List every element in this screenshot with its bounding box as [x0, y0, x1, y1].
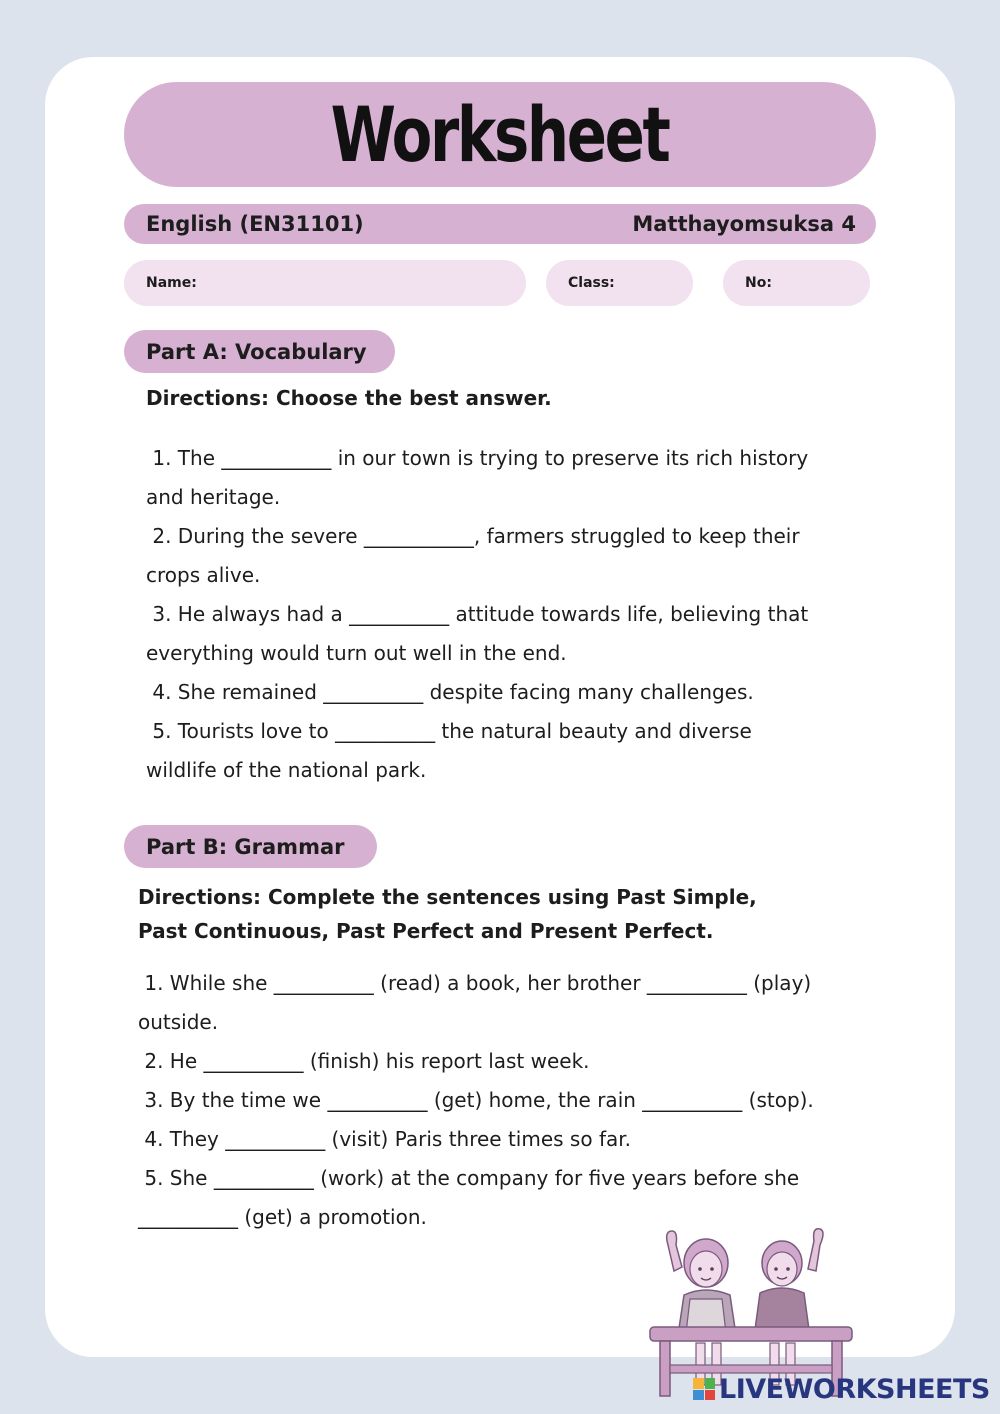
class-label: Class: [568, 275, 615, 291]
name-label: Name: [146, 275, 197, 291]
boy-figure [754, 1229, 823, 1385]
girl-figure [667, 1231, 736, 1385]
title-banner [124, 82, 876, 187]
part-a-heading [124, 330, 395, 373]
watermark-text: LIVEWORKSHEETS [719, 1373, 990, 1405]
grammar-question-2: 2. He __________ (finish) his report last week. [138, 1049, 590, 1073]
page-title: Worksheet [331, 90, 669, 179]
class-field[interactable] [546, 260, 693, 306]
vocab-question-2: 2. During the severe ___________, farmers struggled to keep their crops alive. [146, 524, 800, 587]
grammar-question-5: 5. She __________ (work) at the company for five years before she __________ (get) a promotion. [138, 1166, 800, 1229]
part-b-directions-line-2: Past Continuous, Past Perfect and Present Perfect. [138, 919, 714, 943]
part-b-directions-line-1: Directions: Complete the sentences using Past Simple, [138, 885, 757, 909]
part-a-heading-text: Part A: Vocabulary [146, 339, 367, 364]
subject-bar [124, 204, 876, 244]
grammar-question-3: 3. By the time we __________ (get) home, the rain __________ (stop). [138, 1088, 814, 1112]
grade-label: Matthayomsuksa 4 [632, 212, 856, 236]
part-b-heading-text: Part B: Grammar [146, 834, 345, 859]
vocab-question-4: 4. She remained __________ despite facing many challenges. [146, 680, 754, 704]
vocab-question-1: 1. The ___________ in our town is trying to preserve its rich history and heritage. [146, 446, 809, 509]
grammar-question-1: 1. While she __________ (read) a book, her brother __________ (play) outside. [138, 971, 812, 1034]
part-a-directions: Directions: Choose the best answer. [146, 386, 552, 410]
vocab-question-3: 3. He always had a __________ attitude towards life, believing that everything would turn out well in the end. [146, 602, 809, 665]
grammar-question-4: 4. They __________ (visit) Paris three times so far. [138, 1127, 631, 1151]
liveworksheets-watermark [693, 1370, 990, 1408]
no-field[interactable] [723, 260, 870, 306]
no-label: No: [745, 275, 772, 291]
part-b-heading [124, 825, 377, 868]
subject-label: English (EN31101) [146, 212, 364, 236]
name-field[interactable] [124, 260, 526, 306]
vocab-question-5: 5. Tourists love to __________ the natural beauty and diverse wildlife of the national park. [146, 719, 752, 782]
liveworksheets-logo-icon [693, 1378, 715, 1400]
